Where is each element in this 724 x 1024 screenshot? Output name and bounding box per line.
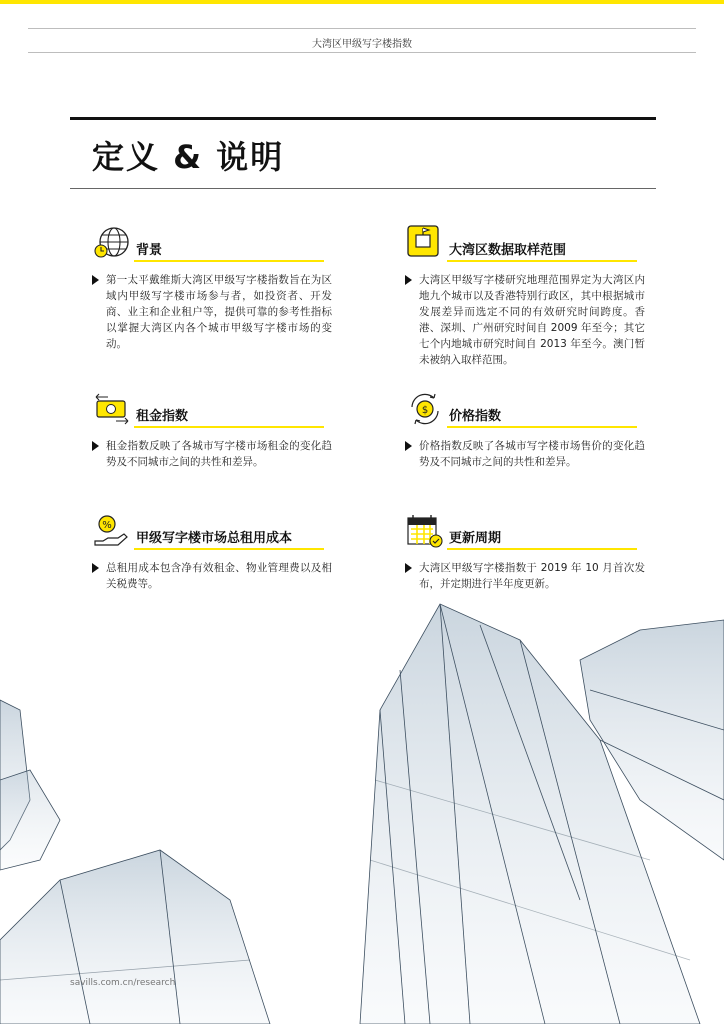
section-text: 租金指数反映了各城市写字楼市场租金的变化趋势及不同城市之间的共性和差异。	[106, 440, 332, 468]
section-underline	[134, 260, 324, 262]
rent-money-icon	[92, 388, 132, 428]
section-header	[92, 388, 332, 428]
section-rent-index	[92, 388, 332, 470]
top-accent-bar	[0, 0, 724, 4]
globe-icon	[92, 222, 132, 262]
section-text: 大湾区甲级写字楼指数于 2019 年 10 月首次发布，并定期进行半年度更新。	[419, 562, 645, 590]
section-title: 大湾区数据取样范围	[449, 243, 567, 258]
section-title: 租金指数	[136, 409, 189, 424]
section-body	[92, 438, 332, 470]
section-header	[92, 222, 332, 262]
bullet-arrow-icon	[405, 441, 412, 451]
bullet-arrow-icon	[92, 563, 99, 573]
bullet-arrow-icon	[405, 275, 412, 285]
section-body	[92, 560, 332, 592]
section-price-index	[405, 388, 645, 470]
section-title: 甲级写字楼市场总租用成本	[136, 531, 293, 546]
price-cycle-icon	[405, 388, 445, 428]
section-underline	[134, 426, 324, 428]
section-body	[405, 560, 645, 592]
footer-website: savills.com.cn/research	[70, 978, 176, 988]
section-body	[92, 272, 332, 352]
title-rule-bottom	[70, 188, 656, 189]
section-underline	[447, 260, 637, 262]
title-rule-top	[70, 117, 656, 120]
left-upper-fragment-shape	[0, 700, 60, 870]
left-tower-shape	[0, 850, 270, 1024]
section-header	[405, 510, 645, 550]
section-header	[405, 388, 645, 428]
section-text: 总租用成本包含净有效租金、物业管理费以及相关税费等。	[106, 562, 332, 590]
section-body	[405, 438, 645, 470]
calendar-check-icon	[405, 510, 445, 550]
page-title: 定义 & 说明	[92, 138, 285, 176]
wireframe-skyline-illustration	[0, 600, 724, 1024]
svg-text:$: $	[421, 405, 429, 416]
section-header	[405, 222, 645, 262]
bullet-arrow-icon	[405, 563, 412, 573]
section-text: 大湾区甲级写字楼研究地理范围界定为大湾区内地九个城市以及香港特别行政区，其中根据城市发展差异而选定不同的有效研究时间跨度。香港、深圳、广州研究时间自 2009 年至今；其它七个内地城市研究时间自 2013 年至今。澳门暂未被纳入取样范围。	[419, 274, 645, 366]
section-background	[92, 222, 332, 352]
section-update-cycle	[405, 510, 645, 592]
sampling-scope-icon	[405, 222, 445, 262]
section-total-occupancy-cost	[92, 510, 332, 592]
section-underline	[447, 426, 637, 428]
header-rule-bottom	[28, 52, 696, 53]
header-title: 大湾区甲级写字楼指数	[312, 39, 412, 50]
section-body	[405, 272, 645, 368]
section-header	[92, 510, 332, 550]
header-rule-top	[28, 28, 696, 29]
bullet-arrow-icon	[92, 441, 99, 451]
section-underline	[447, 548, 637, 550]
section-text: 价格指数反映了各城市写字楼市场售价的变化趋势及不同城市之间的共性和差异。	[419, 440, 645, 468]
section-sampling-scope	[405, 222, 645, 368]
section-text: 第一太平戴维斯大湾区甲级写字楼指数旨在为区域内甲级写字楼市场参与者，如投资者、开发商、业主和企业租户等，提供可靠的参考性指标以掌握大湾区内各个城市甲级写字楼市场的变动。	[106, 274, 332, 350]
bullet-arrow-icon	[92, 275, 99, 285]
section-underline	[134, 548, 324, 550]
svg-text:%: %	[102, 520, 112, 531]
section-title: 更新周期	[449, 531, 502, 546]
section-title: 背景	[136, 243, 163, 258]
percent-hand-icon	[92, 510, 132, 550]
section-title: 价格指数	[449, 409, 502, 424]
